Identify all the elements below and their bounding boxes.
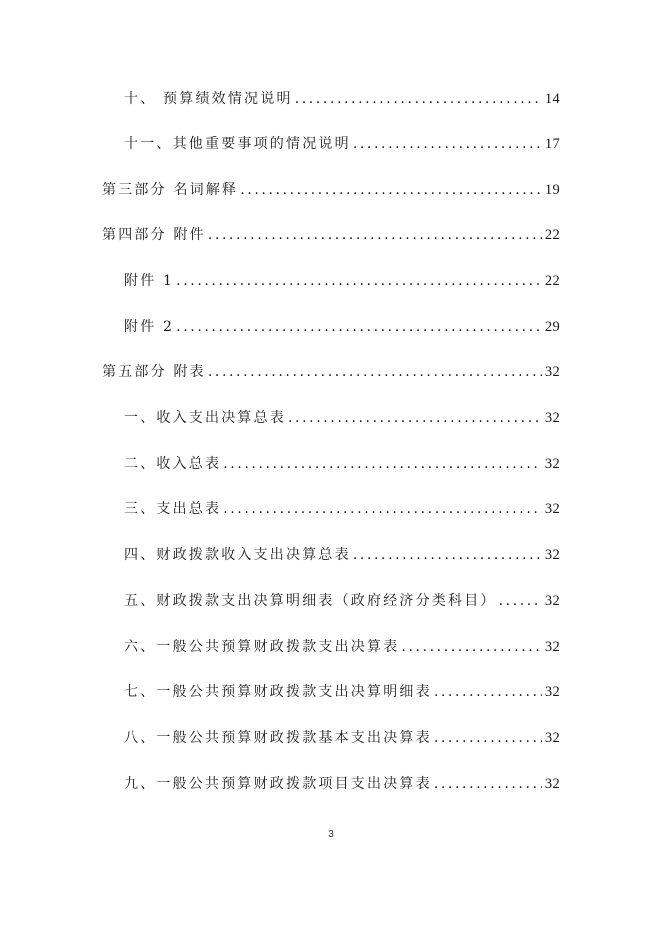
toc-entry-title: 附件 1 <box>124 273 175 289</box>
toc-dot-leader <box>176 315 542 339</box>
toc-entry-page: 32 <box>544 593 560 609</box>
toc-dot-leader <box>353 543 542 567</box>
toc-entry-title: 四、财政拨款收入支出决算总表 <box>124 547 351 563</box>
toc-dot-leader <box>288 406 542 430</box>
toc-dot-leader <box>223 497 542 521</box>
toc-entry-page: 22 <box>544 273 560 289</box>
toc-entry-title: 第三部分 名词解释 <box>102 182 239 198</box>
toc-entry-page: 32 <box>544 547 560 563</box>
toc-entry-page: 19 <box>544 182 560 198</box>
toc-entry[interactable] <box>124 635 560 659</box>
toc-entry[interactable] <box>124 406 560 430</box>
toc-entry-title: 六、一般公共预算财政拨款支出决算表 <box>124 639 400 655</box>
toc-entry[interactable] <box>124 589 560 613</box>
toc-dot-leader <box>295 87 542 111</box>
toc-entry[interactable] <box>124 543 560 567</box>
toc-entry[interactable] <box>124 726 560 750</box>
page-number: 3 <box>328 829 334 840</box>
toc-entry-title: 一、收入支出决算总表 <box>124 410 286 426</box>
toc-entry-title: 第五部分 附表 <box>102 364 206 380</box>
toc-entry-page: 17 <box>544 136 560 152</box>
toc-entry[interactable] <box>124 497 560 521</box>
toc-dot-leader <box>208 223 542 247</box>
toc-entry-page: 32 <box>544 410 560 426</box>
toc-entry-page: 14 <box>544 91 560 107</box>
toc-entry-page: 32 <box>544 684 560 700</box>
toc-dot-leader <box>434 726 542 750</box>
toc-entry-title: 五、财政拨款支出决算明细表（政府经济分类科目） <box>124 593 497 609</box>
toc-entry[interactable] <box>102 178 560 202</box>
toc-entry[interactable] <box>102 360 560 384</box>
toc-entry-title: 第四部分 附件 <box>102 227 206 243</box>
toc-entry[interactable] <box>124 132 560 156</box>
toc-entry-page: 32 <box>544 776 560 792</box>
toc-dot-leader <box>223 452 542 476</box>
toc-entry-title: 二、收入总表 <box>124 456 222 472</box>
toc-dot-leader <box>434 772 542 796</box>
toc-entry-page: 32 <box>544 501 560 517</box>
toc-entry-page: 32 <box>544 364 560 380</box>
toc-dot-leader <box>499 589 542 613</box>
toc-entry-title: 八、一般公共预算财政拨款基本支出决算表 <box>124 730 432 746</box>
toc-entry-title: 十一、其他重要事项的情况说明 <box>124 136 351 152</box>
toc-entry[interactable] <box>124 452 560 476</box>
toc-entry[interactable] <box>124 772 560 796</box>
toc-entry-page: 29 <box>544 319 560 335</box>
toc-dot-leader <box>240 178 542 202</box>
toc-entry[interactable] <box>124 87 560 111</box>
toc-entry[interactable] <box>124 315 560 339</box>
toc-entry-title: 七、一般公共预算财政拨款支出决算明细表 <box>124 684 432 700</box>
toc-entry-title: 三、支出总表 <box>124 501 222 517</box>
toc-entry-title: 九、一般公共预算财政拨款项目支出决算表 <box>124 776 432 792</box>
toc-dot-leader <box>208 360 542 384</box>
toc-entry[interactable] <box>124 269 560 293</box>
toc-entry-title: 十、 预算绩效情况说明 <box>124 91 293 107</box>
toc-entry-page: 32 <box>544 730 560 746</box>
toc-entry[interactable] <box>124 680 560 704</box>
toc-dot-leader <box>176 269 542 293</box>
toc-entry-title: 附件 2 <box>124 319 175 335</box>
toc-entry-page: 32 <box>544 639 560 655</box>
toc-entry[interactable] <box>102 223 560 247</box>
toc-entry-page: 32 <box>544 456 560 472</box>
toc-entry-page: 22 <box>544 227 560 243</box>
toc-dot-leader <box>353 132 542 156</box>
toc-dot-leader <box>401 635 541 659</box>
toc-dot-leader <box>434 680 542 704</box>
